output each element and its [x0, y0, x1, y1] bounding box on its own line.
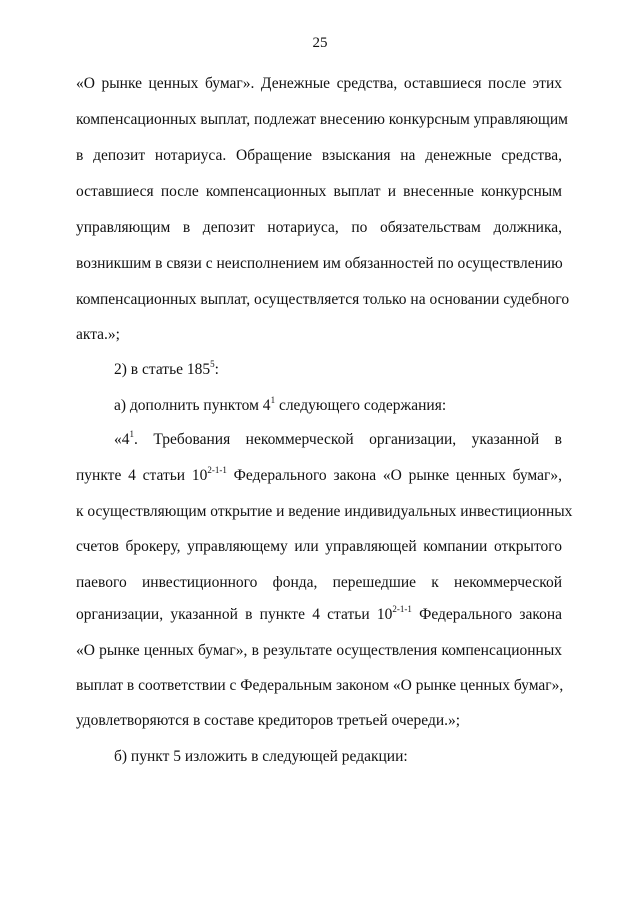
text-line [76, 326, 562, 344]
para-4-1-line-9-text: удовлетворяются в составе кредиторов третьей очереди.»; [76, 712, 461, 729]
para-4-1-line-6-text-a: организации, указанной в пункте 4 статьи 10 [76, 606, 393, 623]
para-4-1-line-5-text: паевого инвестиционного фонда, перешедшие к некоммерческой [76, 574, 562, 591]
item-2-text: 2) в статье 185 [114, 361, 211, 378]
para-4-1-line-3 [76, 503, 573, 521]
para-4-1-line-6 [76, 603, 563, 624]
item-2a-superscript: 1 [270, 394, 276, 405]
text-line [76, 255, 562, 273]
para-4-1-line-4-text: счетов брокеру, управляющему или управляющей компании открытого [76, 538, 562, 555]
item-b-text: б) пункт 5 изложить в следующей редакции: [114, 748, 408, 765]
para-4-1-line-6-superscript: 2-1-1 [392, 603, 412, 614]
text-line [76, 183, 562, 201]
item-2-superscript: 5 [210, 358, 215, 369]
para-4-1-number: «4 [114, 431, 130, 448]
text-line [76, 219, 562, 237]
para-4-1-line-2-superscript: 2-1-1 [207, 464, 227, 475]
para-4-1-line-9 [76, 712, 562, 730]
text-line [76, 75, 562, 93]
para-4-1-line-8-text: выплат в соответствии с Федеральным законом «О рынке ценных бумаг», [76, 677, 564, 694]
text-line [76, 111, 568, 129]
text-line-content: управляющим в депозит нотариуса, по обязательствам должника, [76, 219, 562, 236]
text-line [76, 147, 562, 165]
para-4-1-superscript: 1 [129, 428, 134, 439]
item-2a [114, 394, 554, 415]
text-line-content: компенсационных выплат, осуществляется только на основании судебного [76, 291, 570, 308]
text-line [76, 291, 570, 309]
para-4-1-line-7-text: «О рынке ценных бумаг», в результате осуществления компенсационных [76, 642, 562, 659]
para-4-1-line-2 [76, 464, 562, 485]
para-4-1-line-7 [76, 642, 562, 660]
item-2 [114, 358, 554, 379]
text-line-content: компенсационных выплат, подлежат внесению конкурсным управляющим [76, 111, 568, 128]
text-line-content: в депозит нотариуса. Обращение взыскания на денежные средства, [76, 147, 562, 164]
para-4-1-line-2-text-b: Федерального закона «О рынке ценных бумаг», [226, 467, 562, 484]
item-b [114, 748, 554, 766]
para-4-1-line-3-text: к осуществляющим открытие и ведение индивидуальных инвестиционных [76, 503, 573, 520]
text-line-content: оставшиеся после компенсационных выплат и внесенные конкурсным [76, 183, 562, 200]
para-4-1-line-2-text-a: пункте 4 статьи 10 [76, 467, 208, 484]
item-2-tail: : [214, 361, 219, 378]
para-4-1-line-6-text-b: Федерального закона [411, 606, 563, 623]
item-2a-tail: следующего содержания: [275, 397, 447, 414]
text-line-content: «О рынке ценных бумаг». Денежные средства, оставшиеся после этих [76, 75, 562, 92]
para-4-1-line-1 [114, 428, 562, 449]
text-line-content: возникшим в связи с неисполнением им обязанностей по осуществлению [76, 255, 563, 272]
para-4-1-line-4 [76, 538, 562, 556]
para-4-1-line-1-text: . Требования некоммерческой организации, указанной в [134, 431, 562, 448]
item-2a-text: а) дополнить пунктом 4 [114, 397, 271, 414]
para-4-1-line-8 [76, 677, 562, 695]
para-4-1-line-5 [76, 574, 562, 592]
page-number: 25 [312, 35, 328, 51]
text-line-content: акта.»; [76, 326, 120, 343]
